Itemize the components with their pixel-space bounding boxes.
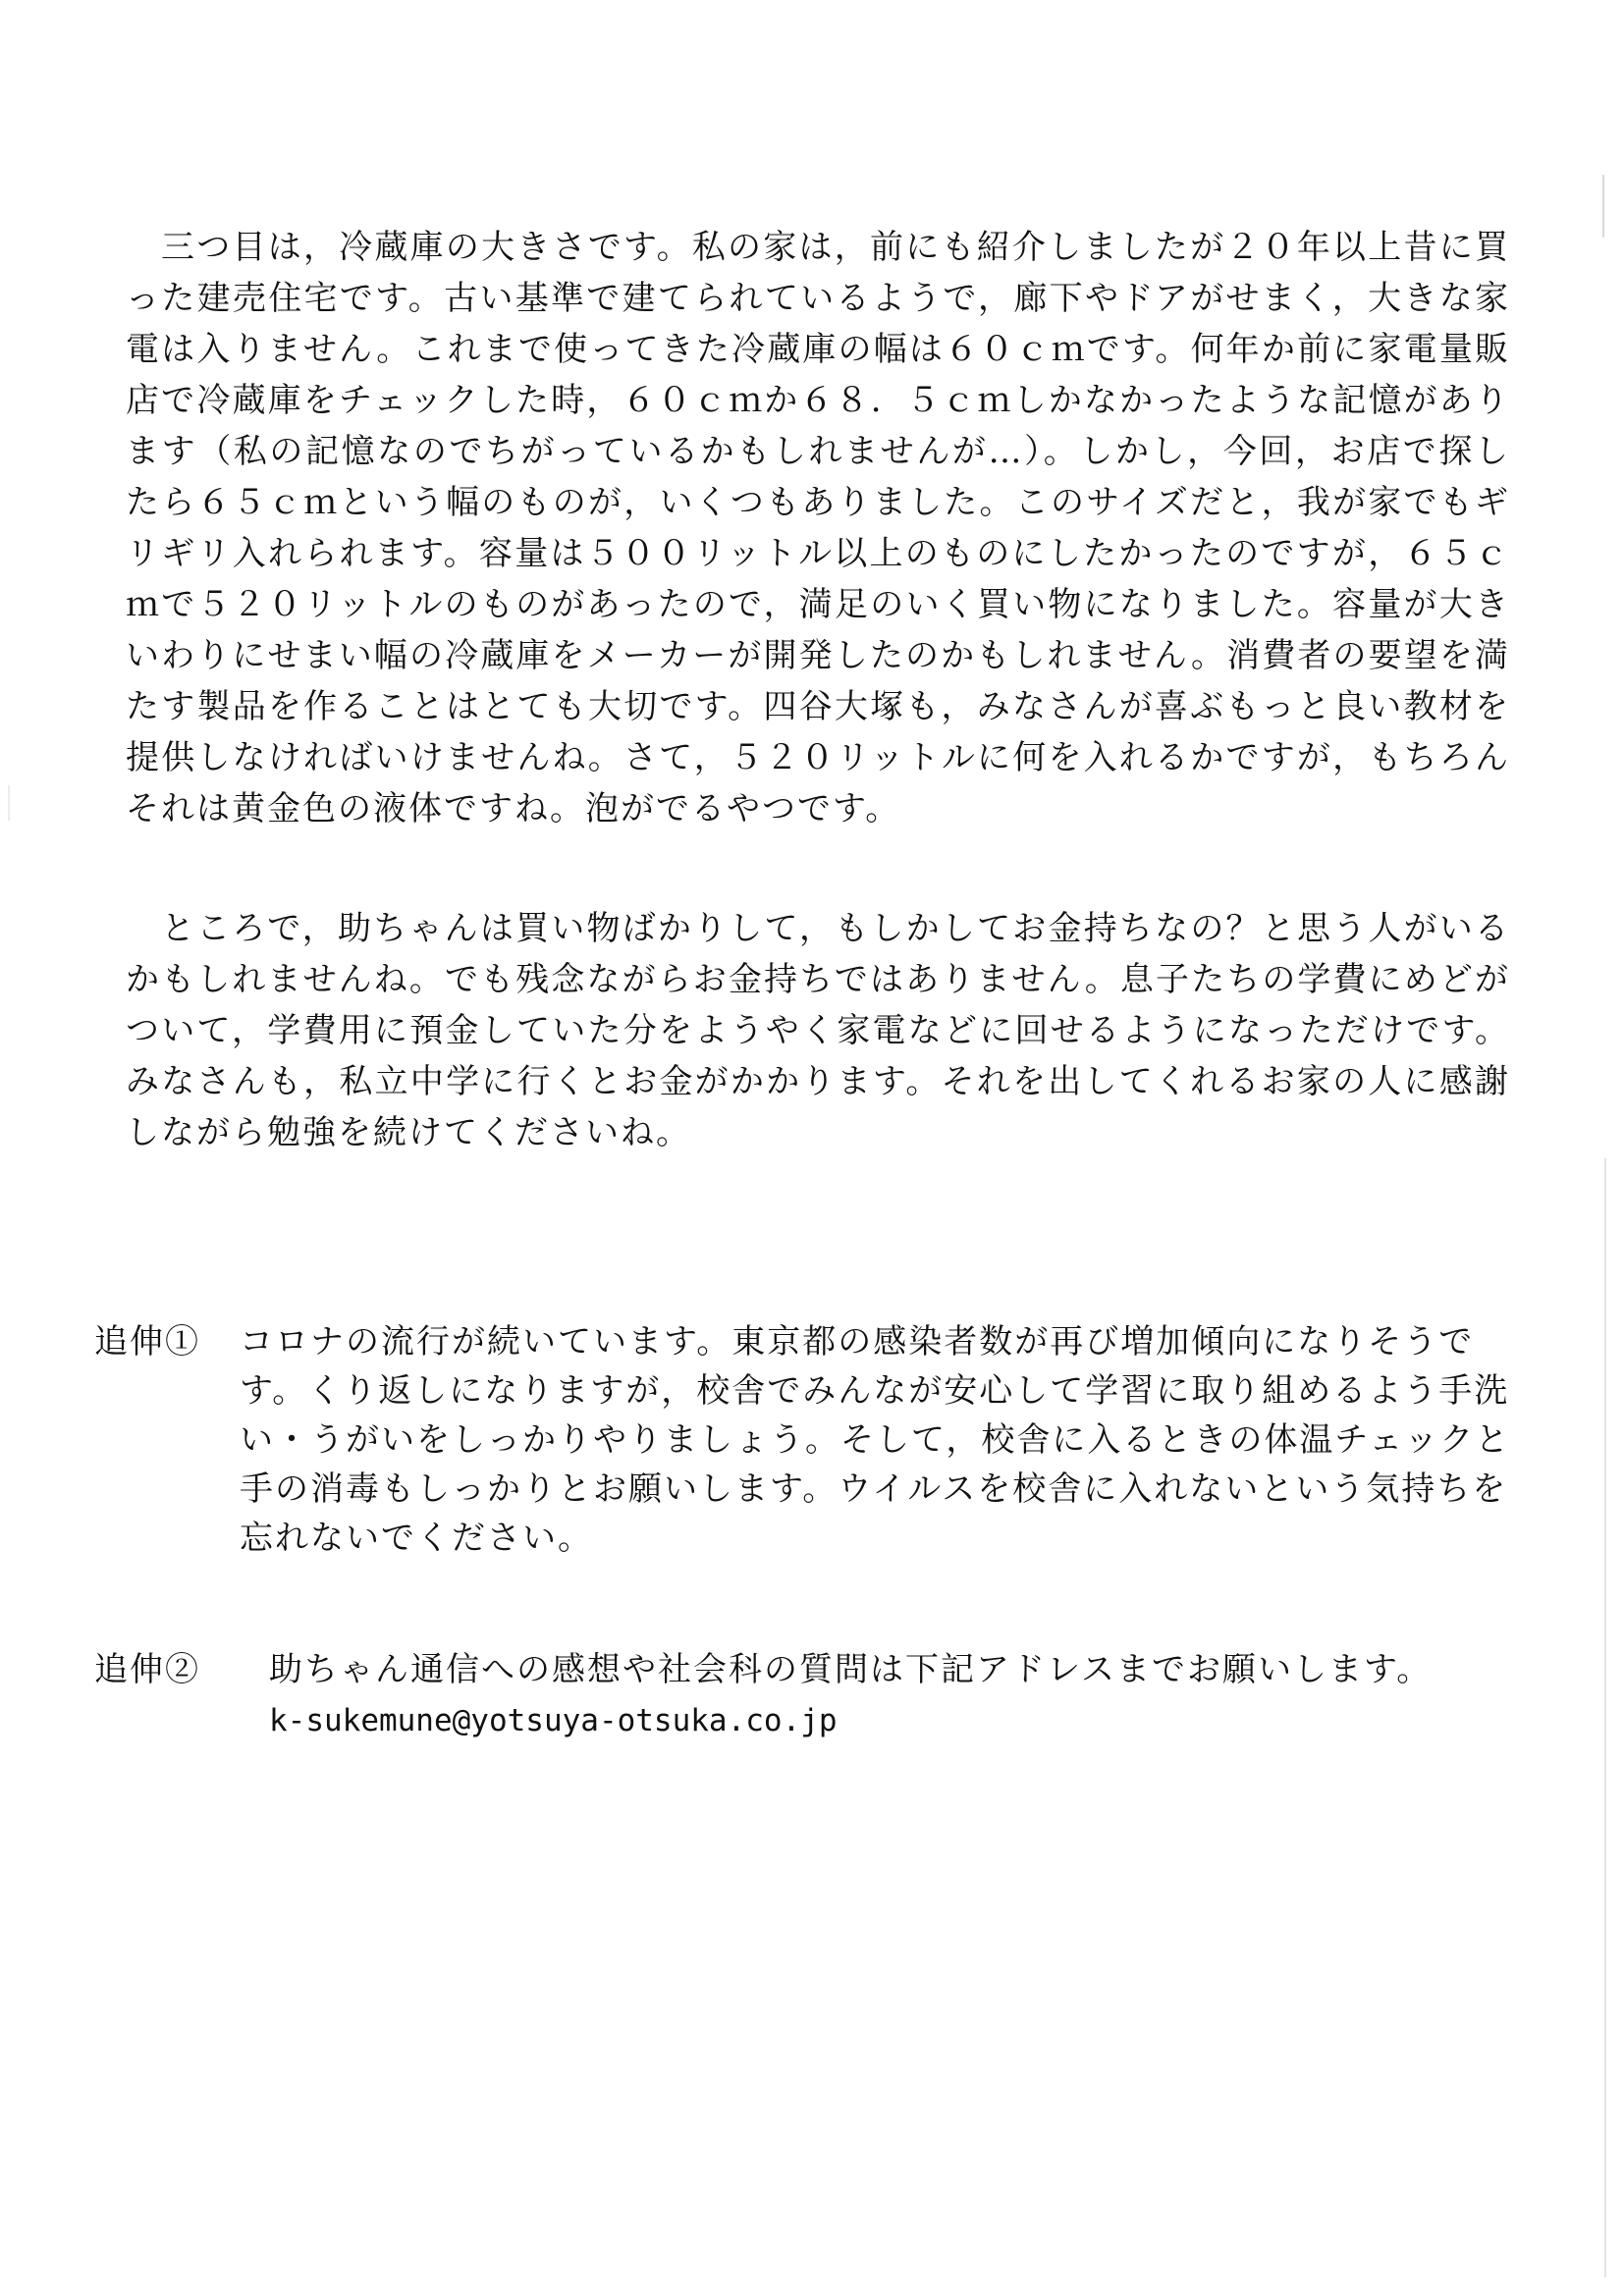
body-paragraph-refrigerator: 三つ目は，冷蔵庫の大きさです。私の家は，前にも紹介しましたが２０年以上昔に買った建売住宅です。古い基準で建てられているようで，廊下やドアがせまく，大きな家電は入りません。これまで使ってきた冷蔵庫の幅は６０ｃｍです。何年か前に家電量販店で冷蔵庫をチェックした時，６０ｃｍか６８．５ｃｍしかなかったような記憶があります（私の記憶なのでちがっているかもしれませんが…）。しかし，今回，お店で探したら６５ｃｍという幅のものが，いくつもありました。このサイズだと，我が家でもギリギリ入れられます。容量は５００リットル以上のものにしたかったのですが，６５ｃｍで５２０リットルのものがあったので，満足のいく買い物になりました。容量が大きいわりにせまい幅の冷蔵庫をメーカーが開発したのかもしれません。消費者の要望を満たす製品を作ることはとても大切です。四谷大塚も，みなさんが喜ぶもっと良い教材を提供しなければいけませんね。さて，５２０リットルに何を入れるかですが，もちろんそれは黄金色の液体ですね。泡がでるやつです。 [126,228,1510,828]
scan-edge-mark [1602,175,1604,238]
postscript-1-text: コロナの流行が続いています。東京都の感染者数が再び増加傾向になりそうです。くり返しになりますが，校舎でみんなが安心して学習に取り組めるよう手洗い・うがいをしっかりやりましょう。そして，校舎に入るときの体温チェックと手の消毒もしっかりとお願いします。ウイルスを校舎に入れないという気持ちを忘れないでください。 [240,1322,1511,1558]
scan-edge-mark [8,785,10,821]
body-paragraph-money: ところで，助ちゃんは買い物ばかりして，もしかしてお金持ちなの？と思う人がいるかもしれませんね。でも残念ながらお金持ちではありません。息子たちの学費にめどがついて，学費用に預金していた分をようやく家電などに回せるようになっただけです。みなさんも，私立中学に行くとお金がかかります。それを出してくれるお家の人に感謝しながら勉強を続けてくださいね。 [126,909,1510,1152]
contact-email[interactable]: k-sukemune@yotsuya-otsuka.co.jp [269,1703,838,1738]
postscript-2-label: 追伸② [94,1650,200,1689]
postscript-2-text: 助ちゃん通信への感想や社会科の質問は下記アドレスまでお願いします。 [269,1650,1433,1689]
postscript-2-body [269,1645,1512,1745]
scan-edge-mark [1604,1158,1606,2277]
postscript-1-label: 追伸① [94,1322,200,1362]
